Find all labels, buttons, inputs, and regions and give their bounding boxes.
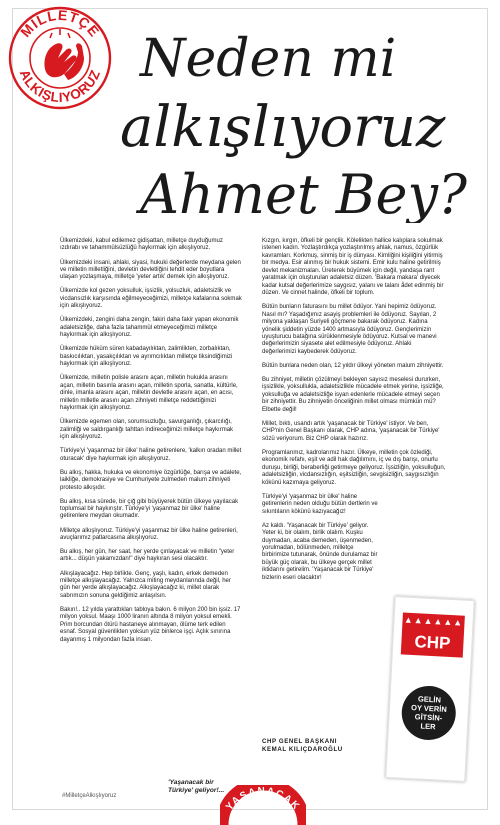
quote-line: 'Yaşanacak bir: [168, 779, 214, 786]
paragraph: Kızgın, kırgın, öfkeli bir gençlik. Kölelikten hallice kalıplara sokulmak istenen kadın. Yozlaştırdıkça yozlaştırılmış ahlak, namus, özgürlük kavramları. Korkmuş, sinmiş bir iş dünyası. Kimliğini kişiliğini yitirmiş bir medya. Esir alınmış bir hukuk sistemi. Emir kulu haline getirilmiş devlet mekanizmaları. Üreterek büyümek için değil, yandaşa rant yaratmak için oluşturulan adaletsiz düzen. 'Bakara makara' diyecek kadar kutsal değerlerimize saygısız, yalanı ve talanı ådet edinmiş bir düzen. Ve cinnet halinde, öfkeli bir toplum.: [262, 238, 444, 297]
paragraph: Bu alkış, kısa sürede, bir çığ gibi büyüyerek bütün ülkeye yayılacak toplumsal bir haykırıştır. Türkiye'yi 'yaşanmaz bir ülke' haline getirenlere meydan okumadır.: [60, 498, 239, 520]
signature-title: CHP GENEL BAŞKANI: [262, 738, 337, 745]
paragraph: Ülkemizdeki, kabul edilemez gidişattan, milletçe duyduğumuz ızdırabı ve tahammülsüzlüğü haykırmak için alkışlıyoruz.: [60, 238, 223, 252]
hashtag: #MilletçeAlkışlıyoruz: [62, 793, 117, 799]
paragraph: Türkiye'yi 'yaşanmaz bir ülke' haline getirenlere, 'kalkın oradan millet oturacak' diye haykırmak için alkışlıyoruz.: [60, 448, 242, 462]
right-column: [262, 238, 447, 589]
paragraph: Ülkemizdeki, zengini daha zengin, fakiri daha fakir yapan ekonomik adaletsizliğe, daha fazla tahammül etmeyeceğimizi milletçe haykırmak için alkışlıyoruz.: [60, 317, 239, 339]
headline-line-1: Neden mi: [140, 29, 397, 89]
bottom-stamp: [220, 785, 306, 825]
headline: [120, 18, 490, 223]
paragraph: Bütün bunlara neden olan, 12 yıldır ülkeyi yöneten malum zihniyettir.: [262, 362, 444, 369]
paragraph: Bu zihniyet, milletin çözülmeyi bekleyen sayısız meselesi dururken, işsizlikle, yoksullukla, adaletsizlikle mücadele etmek yerine, işsizliğe, yoksulluğa ve adaletsizliğe isyan edenlerle mücadele etmeyi seçen bir zihniyettir. Bu zihniyetin önceliğinin millet olması mümkün mü? Elbette değil!: [262, 377, 444, 413]
chp-logo-card: [385, 596, 474, 782]
signature: [262, 738, 343, 753]
paragraph: Türkiye'yi 'yaşanmaz bir ülke' haline getirenlerin neden olduğu bütün dertlerin ve sıkıntıların kökünü kazıyacağız!: [262, 493, 378, 515]
paragraph: Bu alkış, hakka, hukuka ve ekonomiye özgürlüğe, barışa ve adalete, laikliğe, demokrasiye ve Cumhuriyete zulmeden malum zihniyeti protesto alkışıdır.: [60, 469, 242, 491]
paragraph: Bakın!.. 12 yılda yarattıkları tabloya bakın. 6 milyon 200 bin işsiz. 17 milyon yoksul. Maaşı 1000 liranın altında 8 milyon yoksul emekli. Prim borcundan ötürü hastaneye alınmayan, ölüme terk edilen esnaf. Sosyal güvenlikten yoksun yüz binlerce işçi. Açlık sınırına dayanmış 1 milyondan fazla insan.: [60, 606, 241, 643]
stamp-text: YAŞANACAK: [223, 785, 302, 813]
svg-text:MİLLETÇE: [17, 7, 103, 40]
chp-logo-text: CHP: [414, 632, 451, 653]
paragraph: Bütün bunların faturasını bu millet ödüyor. Yani hepimiz ödüyoruz. Nasıl mı? Yaşadığımız asayiş problemleri ile ödüyoruz. Sayıları, 2 milyona yaklaşan Suriyeli göçmene bakarak ödüyoruz. Kadına yönelik şiddetin yüzde 1400 artmasıyla ödüyoruz. Gençlerimizin uyuşturucu batağına sürüklenmesiyle ödüyoruz. Kutsal ve manevi değerlerimizin siyasete alet edilmesiyle ödüyoruz. Ahlaki değerlerimizi kaybederek ödüyoruz.: [262, 304, 437, 355]
paragraph: Ülkemizde kol gezen yoksulluk, işsizlik, yolsuzluk, adaletsizlik ve vicdansızlık karşısında eğilmeyeceğimizi, milletçe kafalarına sokmak için alkışlıyoruz.: [60, 288, 242, 310]
paragraph: Bu alkış, her gün, her saat, her yerde çınlayacak ve milletin "yeter artık... düşün yakamızdan!" diye haykıran sesi olacaktır.: [60, 549, 235, 563]
paragraph: Alkışlayacağız. Hep birlikte. Genç, yaşlı, kadın, erkek demeden milletçe alkışlayacağız. Yalnızca miting meydanlarında değil, her gün her yerde alkışlayacağız. Alkışlayacağız ki, millet olarak sabrımızın sonuna geldiğimiz anlaşılsın.: [60, 570, 231, 599]
seal-bottom-text: ALKIŞLIYORUZ: [16, 67, 104, 106]
paragraph: Ülkemizdeki insani, ahlaki, siyasi, hukuki değerlerde meydana gelen ve milletin milletliğini, devletin devletliğini tehdit eder boyutlara ulaşan yozlaşmaya, milletçe 'yeter artık' demek için alkışlıyoruz.: [60, 259, 241, 281]
paragraph: Programlarımız, kadrolarımız hazır. Ülkeye, milletin çok özlediği, ekonomik refahı, eşit ve adil hak dağılımını, iç ve dış barışı, onurlu duruşu, birliği, beraberliği getirmeye geliyoruz. İşsizliğin, yoksulluğun, adaletsizliğin, vicdansızlığın, eşitsizliğin, sevgisizliğin, saygısızlığın kökünü kazımaya geliyoruz.: [262, 449, 446, 486]
chp-logo: [401, 612, 465, 657]
badge-line: GELİN: [417, 694, 442, 705]
seal-top-text: MİLLETÇE: [17, 6, 103, 41]
left-column: [60, 238, 242, 651]
paragraph: Ülkemizde egemen olan, sorumsuzluğu, savurganlığı, çıkarcılığı, zalimliği ve saldırganlığı tahttan indireceğimizi milletçe haykırmak için alkışlıyoruz.: [60, 419, 234, 441]
badge-line: OY VERİN: [410, 703, 448, 714]
milletce-alkisliyoruz-seal: [6, 2, 114, 110]
quote-line: Türkiye' geliyor!...: [168, 787, 225, 794]
six-arrows-icon: ▲▲▲▲▲▲: [403, 614, 464, 628]
paragraph: Milletçe alkışlıyoruz. Türkiye'yi yaşanmaz bir ülke haline getirenleri, avuçlarımız patlarcasına alkışlıyoruz.: [60, 527, 238, 541]
paragraph: Ülkemizde, milletin polisle arasını açan, milletin hukukla arasını açan, milletin basınla arasını açan, milletin sporla, sanatla, kültürle, dinle, imanla arasını açan, milletin devletle arasını açan, en acısı, milletin milletle arasını açan zihniyeti milletçe reddettiğimizi haykırmak için alkışlıyoruz.: [60, 375, 238, 412]
footer-quote: [168, 779, 224, 795]
paragraph: Az kaldı. 'Yaşanacak bir Türkiye' geliyor. Yeter ki, bir olalım, birlik olalım. Kuşku duymadan, acaba demeden, üşenmeden, yorulmadan, bölünmeden, milletçe birbirimize tutunarak, önünde durulamaz bir büyük güç olarak, bu ülkeye gerçek millet iktidarını getirelim. 'Yaşanacak bir Türkiye' bizlerin eseri olacaktır!: [262, 522, 378, 581]
badge-line: LER: [420, 721, 436, 732]
badge-line: GİTSİN-: [414, 712, 443, 723]
clapping-hands-icon: [44, 29, 84, 80]
paragraph: Millet, bıktı, usandı artık 'yaşanacak bir Türkiye' istiyor. Ve ben, CHP'nin Genel Başkanı olarak, CHP adına, 'yaşanacak bir Türkiye' sözü veriyorum. Biz CHP olarak hazırız.: [262, 420, 440, 442]
headline-line-2: alkışlıyoruz: [120, 95, 446, 160]
paragraph: Ülkemizde hüküm süren kabadayılıktan, zalimlikten, zorbalıktan, baskıcılıktan, yasakçılıktan ve ayrımcılıktan milletçe tiksindiğimizi haykırmak için alkışlıyoruz.: [60, 346, 233, 368]
headline-line-3: Ahmet Bey?: [140, 163, 467, 223]
signature-name: KEMAL KILIÇDAROĞLU: [262, 745, 343, 753]
